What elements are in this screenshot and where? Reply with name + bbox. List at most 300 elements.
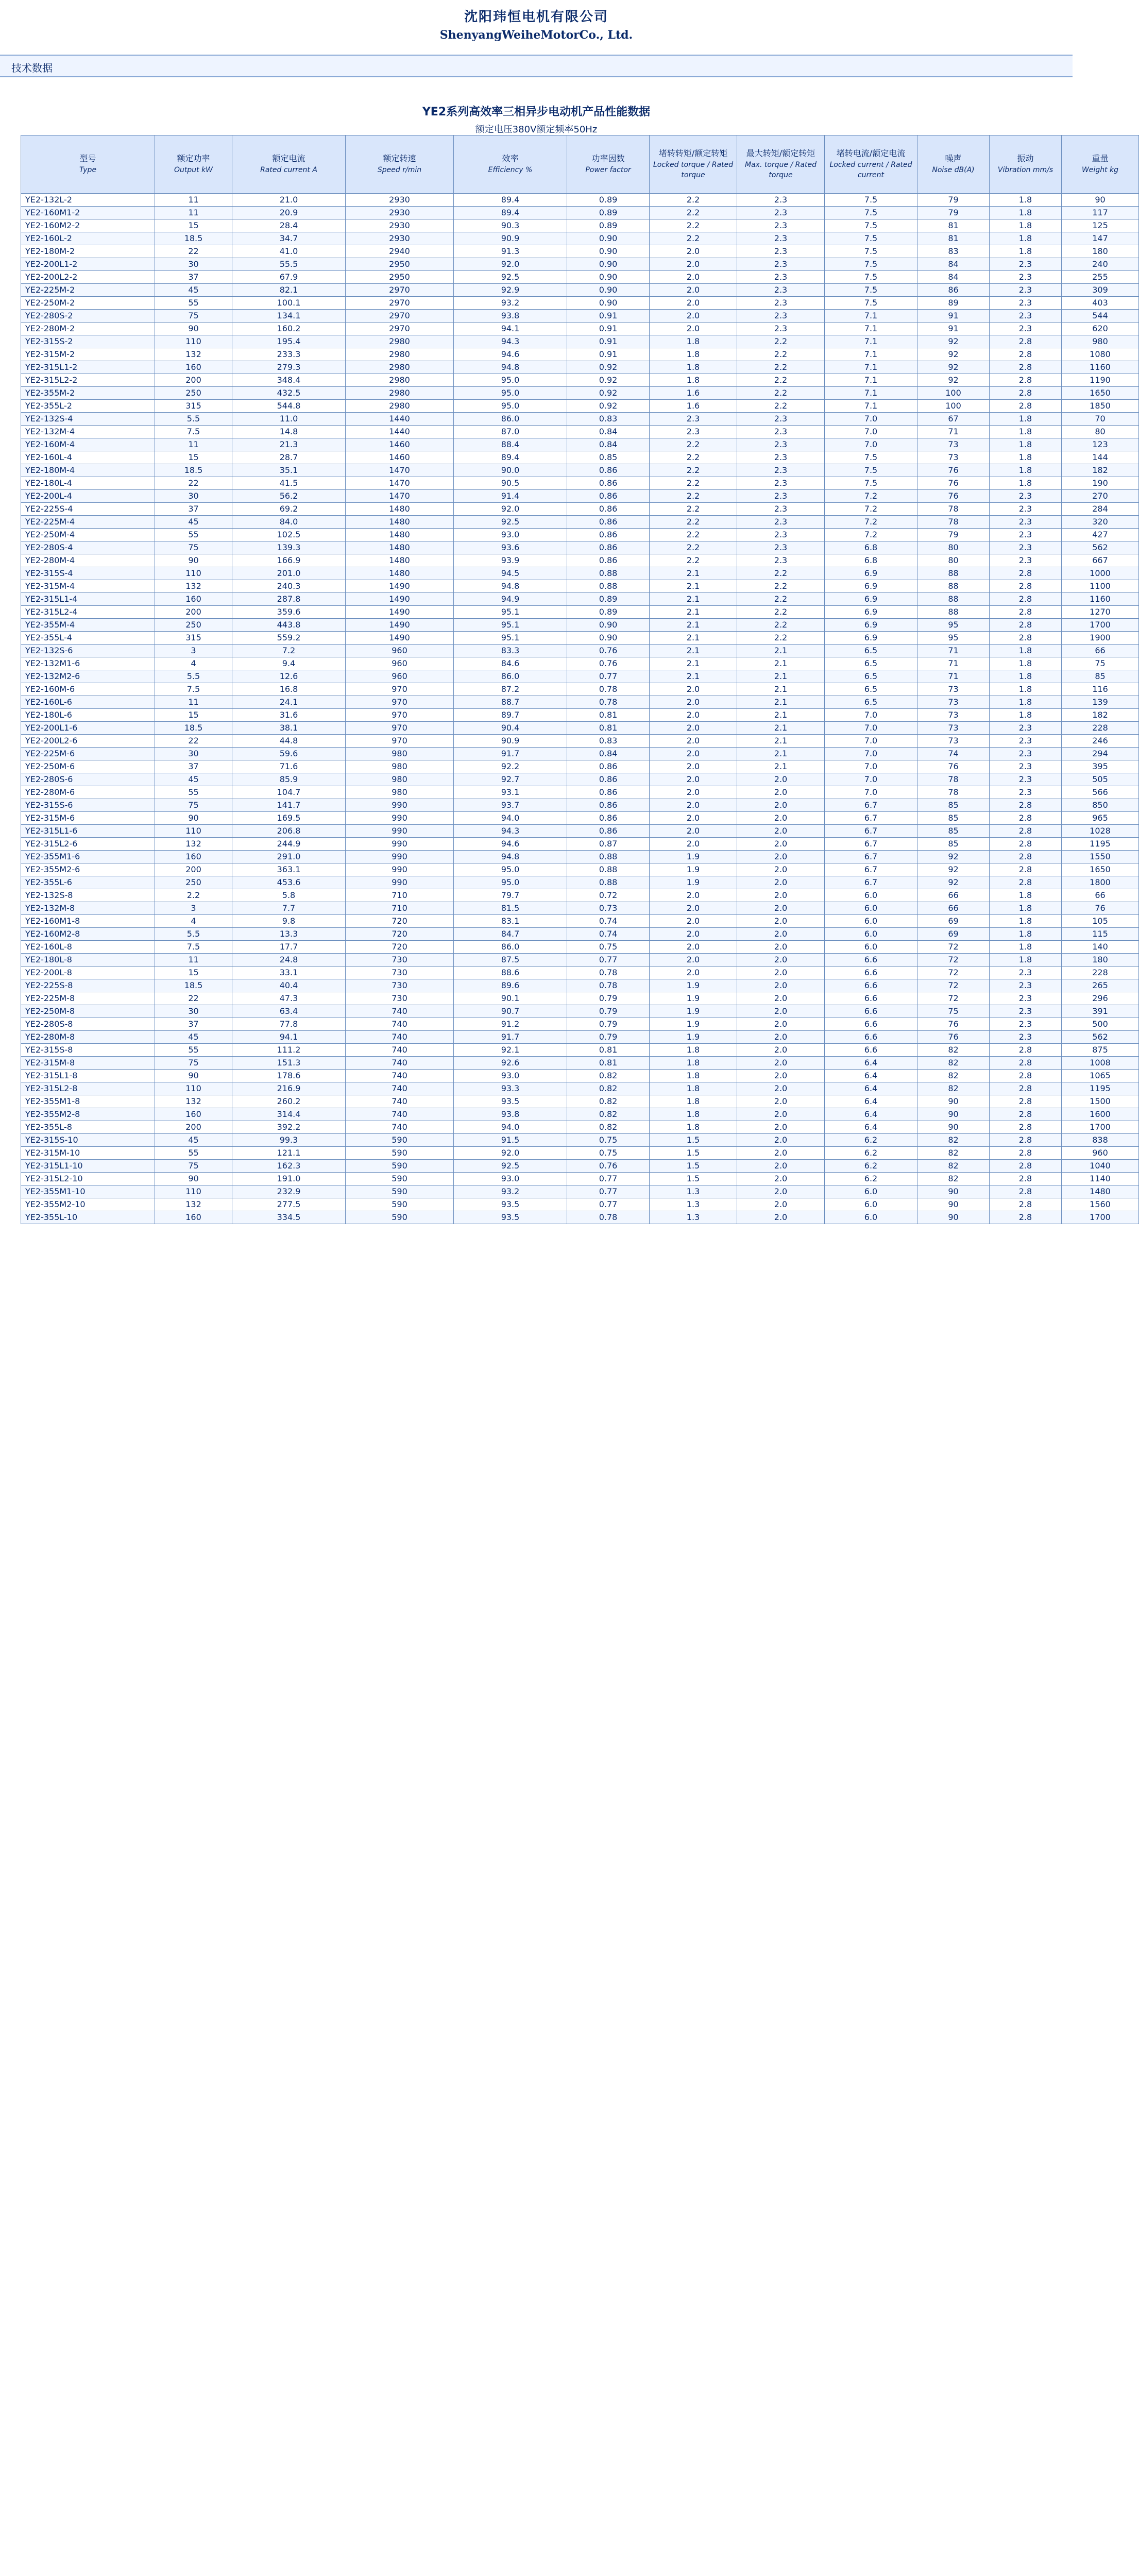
table-cell: 94.1 [454,323,567,335]
motor-type-cell: YE2-132S-6 [21,645,155,657]
motor-type-cell: YE2-132M-4 [21,426,155,438]
table-row [21,567,1139,580]
table-cell: 1.8 [650,1082,737,1095]
table-cell: 94.3 [454,335,567,348]
table-cell: 1650 [1062,863,1139,876]
table-cell: 4 [155,657,232,670]
table-cell: 206.8 [232,825,346,838]
table-cell: 83 [917,245,990,258]
table-cell: 76 [917,464,990,477]
table-cell: 2.3 [737,477,825,490]
table-cell: 75 [1062,657,1139,670]
table-cell: 45 [155,516,232,529]
table-cell: 15 [155,967,232,979]
table-cell: 6.7 [825,851,917,863]
column-header-cn: 额定功率 [177,154,210,163]
table-cell: 92.5 [454,1160,567,1173]
table-cell: 110 [155,1185,232,1198]
table-cell: 83.3 [454,645,567,657]
table-cell: 1.9 [650,979,737,992]
table-cell: 2.8 [990,387,1062,400]
table-cell: 2.0 [737,992,825,1005]
motor-type-cell: YE2-315L2-8 [21,1082,155,1095]
table-cell: 1.8 [990,915,1062,928]
motor-type-cell: YE2-200L1-6 [21,722,155,735]
column-header-cn: 额定电流 [272,154,305,163]
table-cell: 2.1 [650,593,737,606]
table-cell: 2.3 [990,258,1062,271]
table-row [21,979,1139,992]
table-cell: 7.5 [825,271,917,284]
table-cell: 5.5 [155,928,232,941]
table-cell: 34.7 [232,232,346,245]
table-cell: 79.7 [454,889,567,902]
table-cell: 0.84 [567,438,650,451]
table-cell: 2.3 [990,297,1062,310]
table-cell: 2.1 [650,657,737,670]
motor-type-cell: YE2-315M-8 [21,1057,155,1070]
letterhead [0,0,1073,49]
table-cell: 2.3 [990,786,1062,799]
table-cell: 505 [1062,773,1139,786]
table-cell: 17.7 [232,941,346,954]
table-cell: 93.8 [454,310,567,323]
table-row [21,722,1139,735]
table-cell: 6.2 [825,1173,917,1185]
motor-type-cell: YE2-315L1-2 [21,361,155,374]
table-cell: 5.5 [155,413,232,426]
table-cell: 6.5 [825,657,917,670]
table-cell: 2.1 [737,748,825,760]
table-cell: 6.5 [825,670,917,683]
table-cell: 590 [346,1185,454,1198]
table-cell: 93.5 [454,1198,567,1211]
column-header [232,135,346,194]
table-cell: 79 [917,194,990,207]
table-cell: 45 [155,1134,232,1147]
table-cell: 2.0 [737,1134,825,1147]
table-cell: 710 [346,902,454,915]
table-cell: 11 [155,207,232,219]
table-cell: 140 [1062,941,1139,954]
table-cell: 284 [1062,503,1139,516]
table-row [21,1070,1139,1082]
table-cell: 2950 [346,258,454,271]
table-cell: 92.1 [454,1044,567,1057]
table-cell: 1190 [1062,374,1139,387]
table-cell: 72 [917,979,990,992]
table-cell: 2.8 [990,863,1062,876]
table-cell: 1.9 [650,992,737,1005]
table-cell: 2980 [346,374,454,387]
table-cell: 0.89 [567,593,650,606]
table-cell: 86.0 [454,413,567,426]
table-row [21,207,1139,219]
table-cell: 1.9 [650,863,737,876]
table-cell: 0.77 [567,954,650,967]
table-cell: 2.1 [650,632,737,645]
table-cell: 730 [346,979,454,992]
table-cell: 1.8 [990,889,1062,902]
table-cell: 0.85 [567,451,650,464]
table-cell: 2.0 [650,245,737,258]
table-cell: 94.8 [454,580,567,593]
table-cell: 169.5 [232,812,346,825]
table-cell: 6.5 [825,696,917,709]
table-cell: 2.3 [737,310,825,323]
table-cell: 93.0 [454,1173,567,1185]
table-cell: 55 [155,1147,232,1160]
table-cell: 69.2 [232,503,346,516]
motor-type-cell: YE2-160L-2 [21,232,155,245]
table-cell: 1028 [1062,825,1139,838]
table-cell: 1.8 [990,451,1062,464]
table-cell: 7.1 [825,323,917,335]
table-cell: 72 [917,992,990,1005]
motor-type-cell: YE2-315L2-6 [21,838,155,851]
table-cell: 92.0 [454,503,567,516]
table-cell: 2.0 [737,902,825,915]
table-cell: 0.91 [567,335,650,348]
table-cell: 990 [346,799,454,812]
table-cell: 6.6 [825,1031,917,1044]
table-row [21,851,1139,863]
motor-type-cell: YE2-200L2-2 [21,271,155,284]
table-cell: 0.78 [567,979,650,992]
table-cell: 2.2 [650,207,737,219]
table-cell: 2.2 [737,400,825,413]
table-row [21,670,1139,683]
table-cell: 4 [155,915,232,928]
table-cell: 89.7 [454,709,567,722]
table-cell: 93.5 [454,1211,567,1224]
table-cell: 2.0 [737,1147,825,1160]
section-label: 技术数据 [11,62,53,74]
table-cell: 0.77 [567,1198,650,1211]
table-cell: 2.3 [990,1031,1062,1044]
motor-type-cell: YE2-355L-6 [21,876,155,889]
table-cell: 7.7 [232,902,346,915]
motor-type-cell: YE2-280S-8 [21,1018,155,1031]
motor-type-cell: YE2-160M-4 [21,438,155,451]
table-cell: 87.0 [454,426,567,438]
table-cell: 1.8 [650,1057,737,1070]
table-cell: 47.3 [232,992,346,1005]
column-header-en: Locked torque / Rated torque [653,161,734,179]
table-cell: 2.0 [650,812,737,825]
table-cell: 201.0 [232,567,346,580]
table-cell: 166.9 [232,554,346,567]
table-cell: 2.0 [737,825,825,838]
table-cell: 73 [917,683,990,696]
table-row [21,1134,1139,1147]
table-cell: 2.0 [650,271,737,284]
table-cell: 590 [346,1198,454,1211]
table-cell: 1.8 [990,464,1062,477]
table-cell: 2.2 [650,464,737,477]
table-cell: 82 [917,1160,990,1173]
table-row [21,593,1139,606]
table-cell: 7.0 [825,426,917,438]
motor-type-cell: YE2-315M-4 [21,580,155,593]
table-cell: 6.5 [825,683,917,696]
table-cell: 91.5 [454,1134,567,1147]
table-cell: 875 [1062,1044,1139,1057]
table-cell: 395 [1062,760,1139,773]
motor-type-cell: YE2-200L1-2 [21,258,155,271]
table-cell: 28.4 [232,219,346,232]
table-cell: 0.92 [567,400,650,413]
table-cell: 1.5 [650,1134,737,1147]
table-cell: 2980 [346,400,454,413]
table-cell: 2.8 [990,838,1062,851]
table-cell: 232.9 [232,1185,346,1198]
table-cell: 14.8 [232,426,346,438]
table-cell: 0.88 [567,863,650,876]
table-cell: 1.8 [990,657,1062,670]
table-cell: 720 [346,915,454,928]
table-cell: 38.1 [232,722,346,735]
table-cell: 82 [917,1044,990,1057]
table-cell: 2.3 [737,219,825,232]
table-cell: 6.4 [825,1082,917,1095]
table-row [21,194,1139,207]
table-cell: 2.8 [990,825,1062,838]
table-cell: 2.3 [990,529,1062,541]
table-cell: 970 [346,709,454,722]
table-cell: 162.3 [232,1160,346,1173]
table-cell: 2.3 [737,194,825,207]
table-cell: 2.3 [990,284,1062,297]
column-header-cn: 振动 [1017,154,1034,163]
table-cell: 1.8 [990,941,1062,954]
table-cell: 990 [346,863,454,876]
column-header-en: Locked current / Rated current [829,161,912,179]
table-cell: 81.5 [454,902,567,915]
table-cell: 2.0 [650,735,737,748]
table-cell: 7.2 [825,529,917,541]
table-cell: 740 [346,1108,454,1121]
table-cell: 965 [1062,812,1139,825]
motor-type-cell: YE2-250M-4 [21,529,155,541]
motor-type-cell: YE2-315S-2 [21,335,155,348]
table-cell: 132 [155,1198,232,1211]
table-cell: 200 [155,863,232,876]
table-row [21,323,1139,335]
table-cell: 2.1 [650,645,737,657]
motor-type-cell: YE2-200L-8 [21,967,155,979]
motor-type-cell: YE2-315M-2 [21,348,155,361]
table-cell: 191.0 [232,1173,346,1185]
table-cell: 7.5 [825,284,917,297]
table-cell: 59.6 [232,748,346,760]
column-header-en: Max. torque / Rated torque [745,161,817,179]
table-cell: 2.3 [737,451,825,464]
table-cell: 2.0 [650,786,737,799]
table-cell: 1.8 [650,1095,737,1108]
table-row [21,258,1139,271]
table-cell: 6.2 [825,1134,917,1147]
table-cell: 2.0 [737,1185,825,1198]
table-row [21,1005,1139,1018]
table-cell: 2.0 [650,709,737,722]
table-cell: 2.3 [737,413,825,426]
table-cell: 730 [346,954,454,967]
table-cell: 6.6 [825,1018,917,1031]
table-cell: 2.1 [737,657,825,670]
table-cell: 75 [917,1005,990,1018]
table-cell: 1.8 [990,954,1062,967]
spec-table-wrap [21,135,1119,2576]
table-cell: 190 [1062,477,1139,490]
table-cell: 244.9 [232,838,346,851]
table-cell: 838 [1062,1134,1139,1147]
table-cell: 1.5 [650,1173,737,1185]
table-cell: 160 [155,361,232,374]
table-cell: 2.2 [650,194,737,207]
table-row [21,464,1139,477]
table-cell: 83.1 [454,915,567,928]
table-cell: 95 [917,619,990,632]
motor-type-cell: YE2-180M-2 [21,245,155,258]
table-cell: 2.3 [737,554,825,567]
table-cell: 24.8 [232,954,346,967]
table-cell: 2.8 [990,335,1062,348]
table-cell: 84.0 [232,516,346,529]
table-cell: 0.86 [567,477,650,490]
table-cell: 84.7 [454,928,567,941]
table-row [21,271,1139,284]
table-cell: 2.3 [990,735,1062,748]
table-cell: 0.90 [567,284,650,297]
table-cell: 71 [917,426,990,438]
table-cell: 40.4 [232,979,346,992]
table-cell: 1.8 [990,683,1062,696]
table-cell: 6.0 [825,889,917,902]
table-row [21,310,1139,323]
column-header [990,135,1062,194]
table-cell: 95 [917,632,990,645]
table-cell: 0.91 [567,348,650,361]
table-cell: 160 [155,1108,232,1121]
table-cell: 7.5 [825,258,917,271]
table-cell: 291.0 [232,851,346,863]
table-cell: 0.86 [567,786,650,799]
table-cell: 1900 [1062,632,1139,645]
motor-type-cell: YE2-315S-6 [21,799,155,812]
table-cell: 92.2 [454,760,567,773]
table-cell: 2.2 [650,451,737,464]
table-cell: 0.77 [567,1185,650,1198]
table-cell: 2.2 [650,554,737,567]
table-cell: 102.5 [232,529,346,541]
table-cell: 89 [917,297,990,310]
table-cell: 309 [1062,284,1139,297]
motor-type-cell: YE2-132M2-6 [21,670,155,683]
table-cell: 562 [1062,1031,1139,1044]
table-cell: 2.0 [737,1057,825,1070]
table-cell: 82 [917,1082,990,1095]
table-cell: 30 [155,258,232,271]
table-cell: 2.8 [990,812,1062,825]
table-cell: 88.7 [454,696,567,709]
table-cell: 0.74 [567,915,650,928]
table-cell: 6.7 [825,812,917,825]
table-cell: 69 [917,915,990,928]
table-cell: 2.1 [650,567,737,580]
table-cell: 90 [155,1070,232,1082]
table-row [21,606,1139,619]
table-cell: 37 [155,1018,232,1031]
table-cell: 7.5 [825,464,917,477]
table-cell: 21.0 [232,194,346,207]
table-cell: 92.6 [454,1057,567,1070]
motor-type-cell: YE2-315S-4 [21,567,155,580]
table-cell: 78 [917,503,990,516]
table-cell: 90.1 [454,992,567,1005]
table-cell: 6.9 [825,580,917,593]
table-cell: 2.0 [737,876,825,889]
table-cell: 6.7 [825,799,917,812]
motor-type-cell: YE2-355M-4 [21,619,155,632]
table-row [21,1211,1139,1224]
table-cell: 115 [1062,928,1139,941]
table-cell: 1550 [1062,851,1139,863]
table-cell: 6.7 [825,825,917,838]
motor-type-cell: YE2-200L-4 [21,490,155,503]
table-row [21,748,1139,760]
doc-subtitle: 额定电压380V额定频率50Hz [475,124,598,135]
table-cell: 0.86 [567,490,650,503]
table-cell: 88.6 [454,967,567,979]
table-cell: 92.5 [454,271,567,284]
motor-type-cell: YE2-355L-10 [21,1211,155,1224]
table-cell: 22 [155,992,232,1005]
table-cell: 22 [155,735,232,748]
table-cell: 2.0 [650,722,737,735]
table-cell: 6.7 [825,838,917,851]
table-cell: 1470 [346,464,454,477]
table-cell: 2.1 [737,683,825,696]
table-cell: 2.0 [737,1160,825,1173]
table-row [21,1160,1139,1173]
table-cell: 2.3 [990,541,1062,554]
table-cell: 76 [917,490,990,503]
table-cell: 990 [346,851,454,863]
table-cell: 427 [1062,529,1139,541]
table-cell: 0.89 [567,606,650,619]
table-row [21,554,1139,567]
table-cell: 0.89 [567,219,650,232]
motor-type-cell: YE2-250M-6 [21,760,155,773]
table-cell: 1.8 [650,335,737,348]
table-cell: 0.86 [567,773,650,786]
motor-type-cell: YE2-315S-10 [21,1134,155,1147]
column-header-cn: 重量 [1092,154,1109,163]
table-cell: 0.81 [567,709,650,722]
table-cell: 2.3 [737,258,825,271]
table-cell: 2.0 [650,902,737,915]
table-cell: 18.5 [155,464,232,477]
table-cell: 81 [917,219,990,232]
table-cell: 2.3 [990,967,1062,979]
column-header-en: Rated current A [260,166,317,174]
table-cell: 2.3 [650,426,737,438]
table-row [21,400,1139,413]
table-cell: 2.0 [650,760,737,773]
table-cell: 0.90 [567,632,650,645]
table-cell: 93.2 [454,297,567,310]
